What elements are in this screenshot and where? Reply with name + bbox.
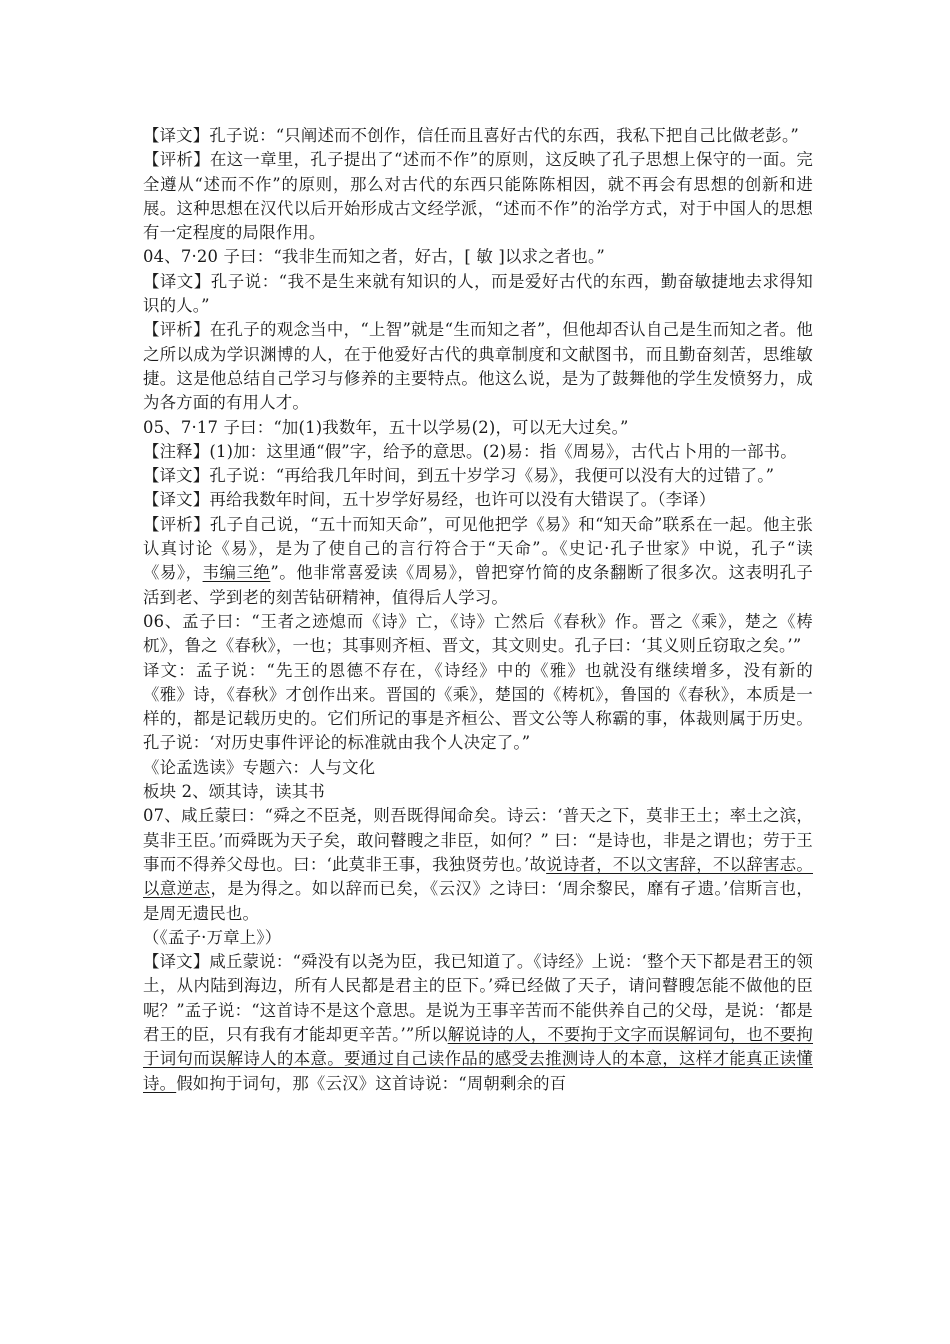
text-segment: 【译文】咸丘蒙说：“舜没有以尧为臣，我已知道了。《诗经》上说：‘整个天下都是君王的领土，从内陆到海边，所有人民都是君主的臣下。’舜已经做了天子，请问瞽瞍怎能不做他的臣呢？”孟子说：“这首诗不是这个意思。是说为王事辛苦而不能供养自己的父母，是说：‘都是君王的臣，只有我有才能却更辛苦。’”所以 <box>143 952 813 1044</box>
text-segment: 【译文】孔子说：“只阐述而不创作，信任而且喜好古代的东西，我私下把自己比做老彭。” <box>143 126 799 145</box>
paragraph <box>143 245 813 269</box>
paragraph <box>143 416 813 440</box>
text-segment: ”。他非常喜爱读《周易》，曾把穿竹简的皮条翻断了很多次。这表明孔子活到老、学到老的刻苦钻研精神，值得后人学习。 <box>143 563 813 607</box>
paragraph <box>143 926 813 950</box>
paragraph <box>143 756 813 780</box>
underlined-text: 解说诗的人，不要拘于文字而误解词句，也不要拘于词句而误解诗人的本意。要通过自己读作品的感受去推测诗人的本意，这样才能真正读懂诗。 <box>143 1024 813 1093</box>
text-segment: 【译文】孔子说：“再给我几年时间，到五十岁学习《易》，我便可以没有大的过错了。” <box>143 466 775 486</box>
text-segment: 【译文】孔子说：“我不是生来就有知识的人，而是爱好古代的东西，勤奋敏捷地去求得知识的人。” <box>143 271 813 316</box>
paragraph <box>143 804 813 925</box>
paragraph <box>143 318 813 415</box>
text-segment: 【译文】再给我数年时间，五十岁学好易经，也许可以没有大错误了。（李译） <box>143 490 716 510</box>
paragraph <box>143 124 813 148</box>
paragraph <box>143 464 813 488</box>
text-segment: 板块 2、颂其诗，读其书 <box>143 782 325 802</box>
text-segment: 07、咸丘蒙曰：“舜之不臣尧，则吾既得闻命矣。诗云：‘普天之下，莫非王土；率土之滨，莫非王臣。’而舜既为天子矣，敢问瞽瞍之非臣，如何？” 曰：“是诗也，非是之谓也；劳于王事而不得养父母也。曰：‘此莫非王事，我独贤劳也。’故 <box>143 806 813 874</box>
document-page <box>143 124 813 1096</box>
paragraph <box>143 148 813 245</box>
text-segment: 【评析】在这一章里，孔子提出了“述而不作”的原则，这反映了孔子思想上保守的一面。完全遵从“述而不作”的原则，那么对古代的东西只能陈陈相因，就不再会有思想的创新和进展。这种思想在汉代以后开始形成古文经学派，“述而不作”的治学方式，对于中国人的思想有一定程度的局限作用。 <box>143 150 813 243</box>
text-segment: 假如拘于词句，那《云汉》这首诗说：“周朝剩余的百 <box>176 1073 567 1093</box>
text-segment: 译文：孟子说：“先王的恩德不存在，《诗经》中的《雅》也就没有继续增多，没有新的《雅》诗，《春秋》才创作出来。晋国的《乘》，楚国的《梼杌》，鲁国的《春秋》，本质是一样的，都是记载历史的。它们所记的事是齐桓公、晋文公等人称霸的事，体裁则属于历史。孔子说：‘对历史事件评论的标准就由我个人决定了。” <box>143 660 813 753</box>
text-segment: 【评析】孔子自己说，“五十而知天命”，可见他把学《易》和“知天命”联系在一起。他主张认真讨论《易》，是为了使自己的言行符合于“天命”。《史记·孔子世家》中说，孔子“读《易》， <box>143 514 813 583</box>
underlined-text: 韦编三绝 <box>202 563 271 583</box>
text-segment: 【评析】在孔子的观念当中，“上智”就是“生而知之者”，但他却否认自己是生而知之者。他之所以成为学识渊博的人，在于他爱好古代的典章制度和文献图书，而且勤奋刻苦，思维敏捷。这是他总结自己学习与修养的主要特点。他这么说，是为了鼓舞他的学生发愤努力，成为各方面的有用人才。 <box>143 320 813 413</box>
text-segment: 【注释】(1)加：这里通“假”字，给予的意思。(2)易：指《周易》，古代占卜用的一部书。 <box>143 441 797 461</box>
paragraph <box>143 513 813 610</box>
text-segment: （《孟子·万章上》） <box>143 927 282 947</box>
text-segment: 06、孟子曰：“王者之迹熄而《诗》亡，《诗》亡然后《春秋》作。晋之《乘》，楚之《梼杌》，鲁之《春秋》，一也；其事则齐桓、晋文，其文则史。孔子曰：‘其义则丘窃取之矣。’” <box>143 611 813 656</box>
paragraph <box>143 488 813 512</box>
paragraph <box>143 780 813 804</box>
text-segment: 05、7·17 子曰：“加(1)我数年，五十以学易(2)，可以无大过矣。” <box>143 417 629 437</box>
paragraph <box>143 659 813 756</box>
text-segment: ，是为得之。如以辞而已矣，《云汉》之诗曰：‘周余黎民，靡有孑遗。’信斯言也，是周无遗民也。 <box>143 879 813 923</box>
paragraph <box>143 270 813 319</box>
text-segment: 《论孟选读》专题六：人与文化 <box>143 757 376 777</box>
paragraph <box>143 950 813 1096</box>
text-segment: 04、7·20 子曰：“我非生而知之者，好古，[ 敏 ]以求之者也。” <box>143 247 605 267</box>
paragraph <box>143 440 813 464</box>
paragraph <box>143 610 813 659</box>
underlined-text: 说诗者，不以文害辞，不以辞害志。以意逆志 <box>143 854 813 899</box>
